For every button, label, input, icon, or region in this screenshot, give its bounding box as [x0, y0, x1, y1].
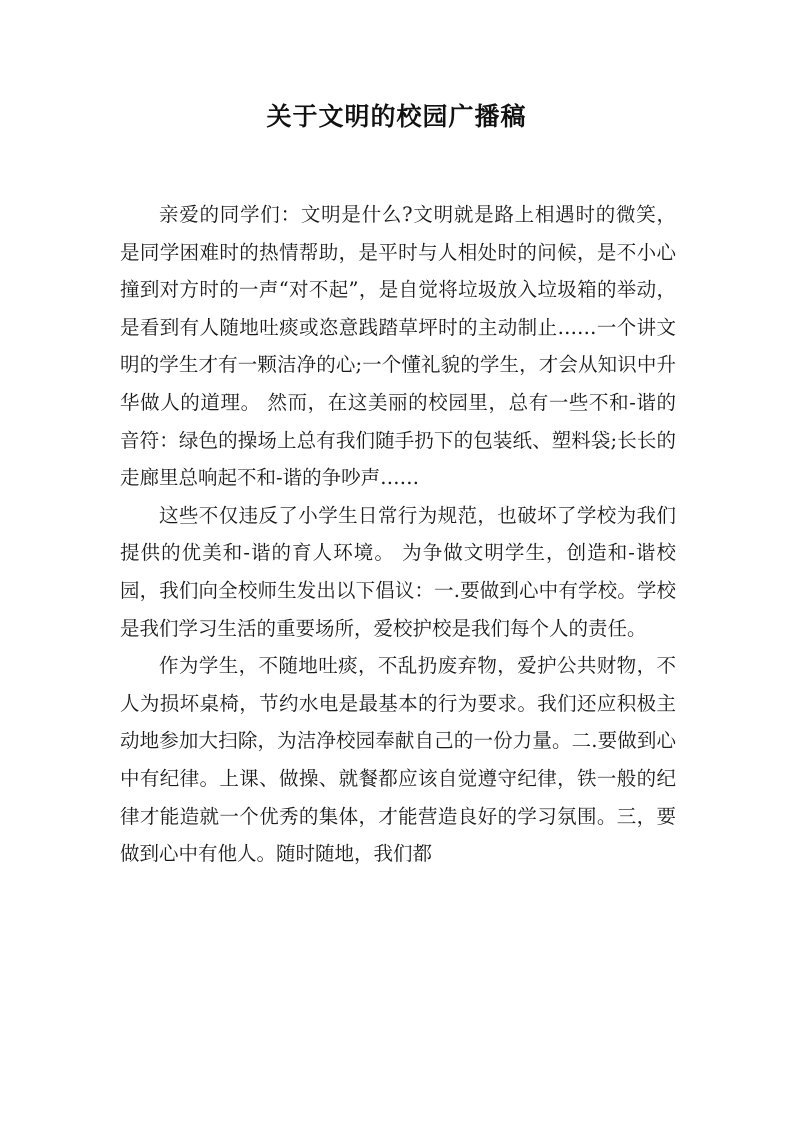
- paragraph-3: 作为学生，不随地吐痰，不乱扔废弃物，爱护公共财物，不人为损坏桌椅，节约水电是最基本的行为要求。我们还应积极主动地参加大扫除，为洁净校园奉献自己的一份力量。二.要做到心中有纪律。上课、做操、就餐都应该自觉遵守纪律，铁一般的纪律才能造就一个优秀的集体，才能营造良好的学习氛围。三，要做到心中有他人。随时随地，我们都: [120, 654, 676, 866]
- document-title: 关于文明的校园广播稿: [266, 102, 527, 131]
- document-body: [120, 196, 676, 873]
- paragraph-2: 这些不仅违反了小学生日常行为规范，也破坏了学校为我们提供的优美和-谐的育人环境。 为争做文明学生，创造和-谐校园，我们向全校师生发出以下倡议：一.要做到心中有学校。学校是我们学习生活的重要场所，爱校护校是我们每个人的责任。: [120, 503, 676, 640]
- paragraph-1: 亲爱的同学们：文明是什么?文明就是路上相遇时的微笑，是同学困难时的热情帮助，是平时与人相处时的问候，是不小心撞到对方时的一声“对不起”，是自觉将垃圾放入垃圾箱的举动，是看到有人随地吐痰或恣意践踏草坪时的主动制止……一个讲文明的学生才有一颗洁净的心;一个懂礼貌的学生，才会从知识中升华做人的道理。 然而，在这美丽的校园里，总有一些不和-谐的音符：绿色的操场上总有我们随手扔下的包装纸、塑料袋;长长的走廊里总响起不和-谐的争吵声……: [120, 203, 676, 490]
